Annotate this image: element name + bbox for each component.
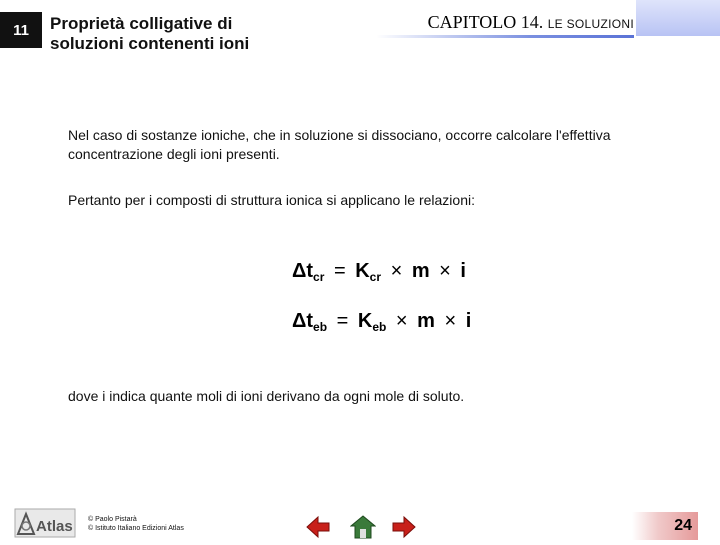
paragraph-intro: Nel caso di sostanze ioniche, che in soluzione si dissociano, occorre calcolare l'effettiva concentrazione degli ioni presenti. (68, 127, 611, 162)
page-number: 24 (674, 517, 692, 534)
formula-var-sub: cr (313, 270, 325, 284)
arrow-right-icon (391, 514, 417, 540)
arrow-left-icon (305, 514, 331, 540)
slide-section-number: 11 (0, 12, 42, 48)
times-sign: × (395, 310, 408, 332)
chapter-label: CAPITOLO (427, 12, 517, 32)
formula-ebullioscopic (292, 310, 471, 334)
home-button[interactable] (350, 514, 376, 540)
equals-sign: = (336, 310, 349, 332)
delta-symbol: Δ (292, 310, 307, 332)
molality: m (417, 310, 435, 332)
top-right-decoration (636, 0, 720, 36)
atlas-logo (14, 508, 76, 538)
credit-author: © Paolo Pistarà (88, 516, 137, 523)
constant-sub: eb (372, 320, 387, 334)
previous-slide-button[interactable] (305, 514, 331, 540)
paragraph-explanation: dove i indica quante moli di ioni derivano da ogni mole di soluto. (68, 388, 465, 404)
equals-sign: = (333, 260, 346, 282)
page-number-badge (632, 512, 698, 540)
formula-var: t (306, 310, 314, 332)
home-icon (350, 514, 376, 540)
formula-var: t (306, 260, 314, 282)
constant-sub: cr (369, 270, 381, 284)
section-title (50, 14, 249, 54)
formula-var-sub: eb (313, 320, 328, 334)
atlas-logo-text: Atlas (36, 518, 73, 535)
molality: m (411, 260, 430, 282)
paragraph-relations: Pertanto per i composti di struttura ionica si applicano le relazioni: (68, 192, 475, 208)
chapter-subtitle: LE SOLUZIONI (547, 17, 634, 31)
next-slide-button[interactable] (391, 514, 417, 540)
chapter-number: 14. (520, 12, 544, 32)
header-underline (376, 35, 634, 38)
constant: K (355, 260, 370, 282)
vant-hoff-factor: i (460, 260, 466, 282)
constant: K (357, 310, 373, 332)
section-title-line1: Proprietà colligative di (50, 14, 233, 33)
times-sign: × (439, 260, 451, 282)
formula-cryoscopic (292, 260, 466, 284)
vant-hoff-factor: i (465, 310, 472, 332)
delta-symbol: Δ (292, 260, 307, 282)
section-title-line2: soluzioni contenenti ioni (50, 34, 250, 53)
chapter-heading (428, 12, 634, 33)
credit-publisher: © Istituto Italiano Edizioni Atlas (88, 525, 184, 532)
times-sign: × (444, 310, 457, 332)
times-sign: × (390, 260, 403, 282)
credits (88, 515, 184, 533)
